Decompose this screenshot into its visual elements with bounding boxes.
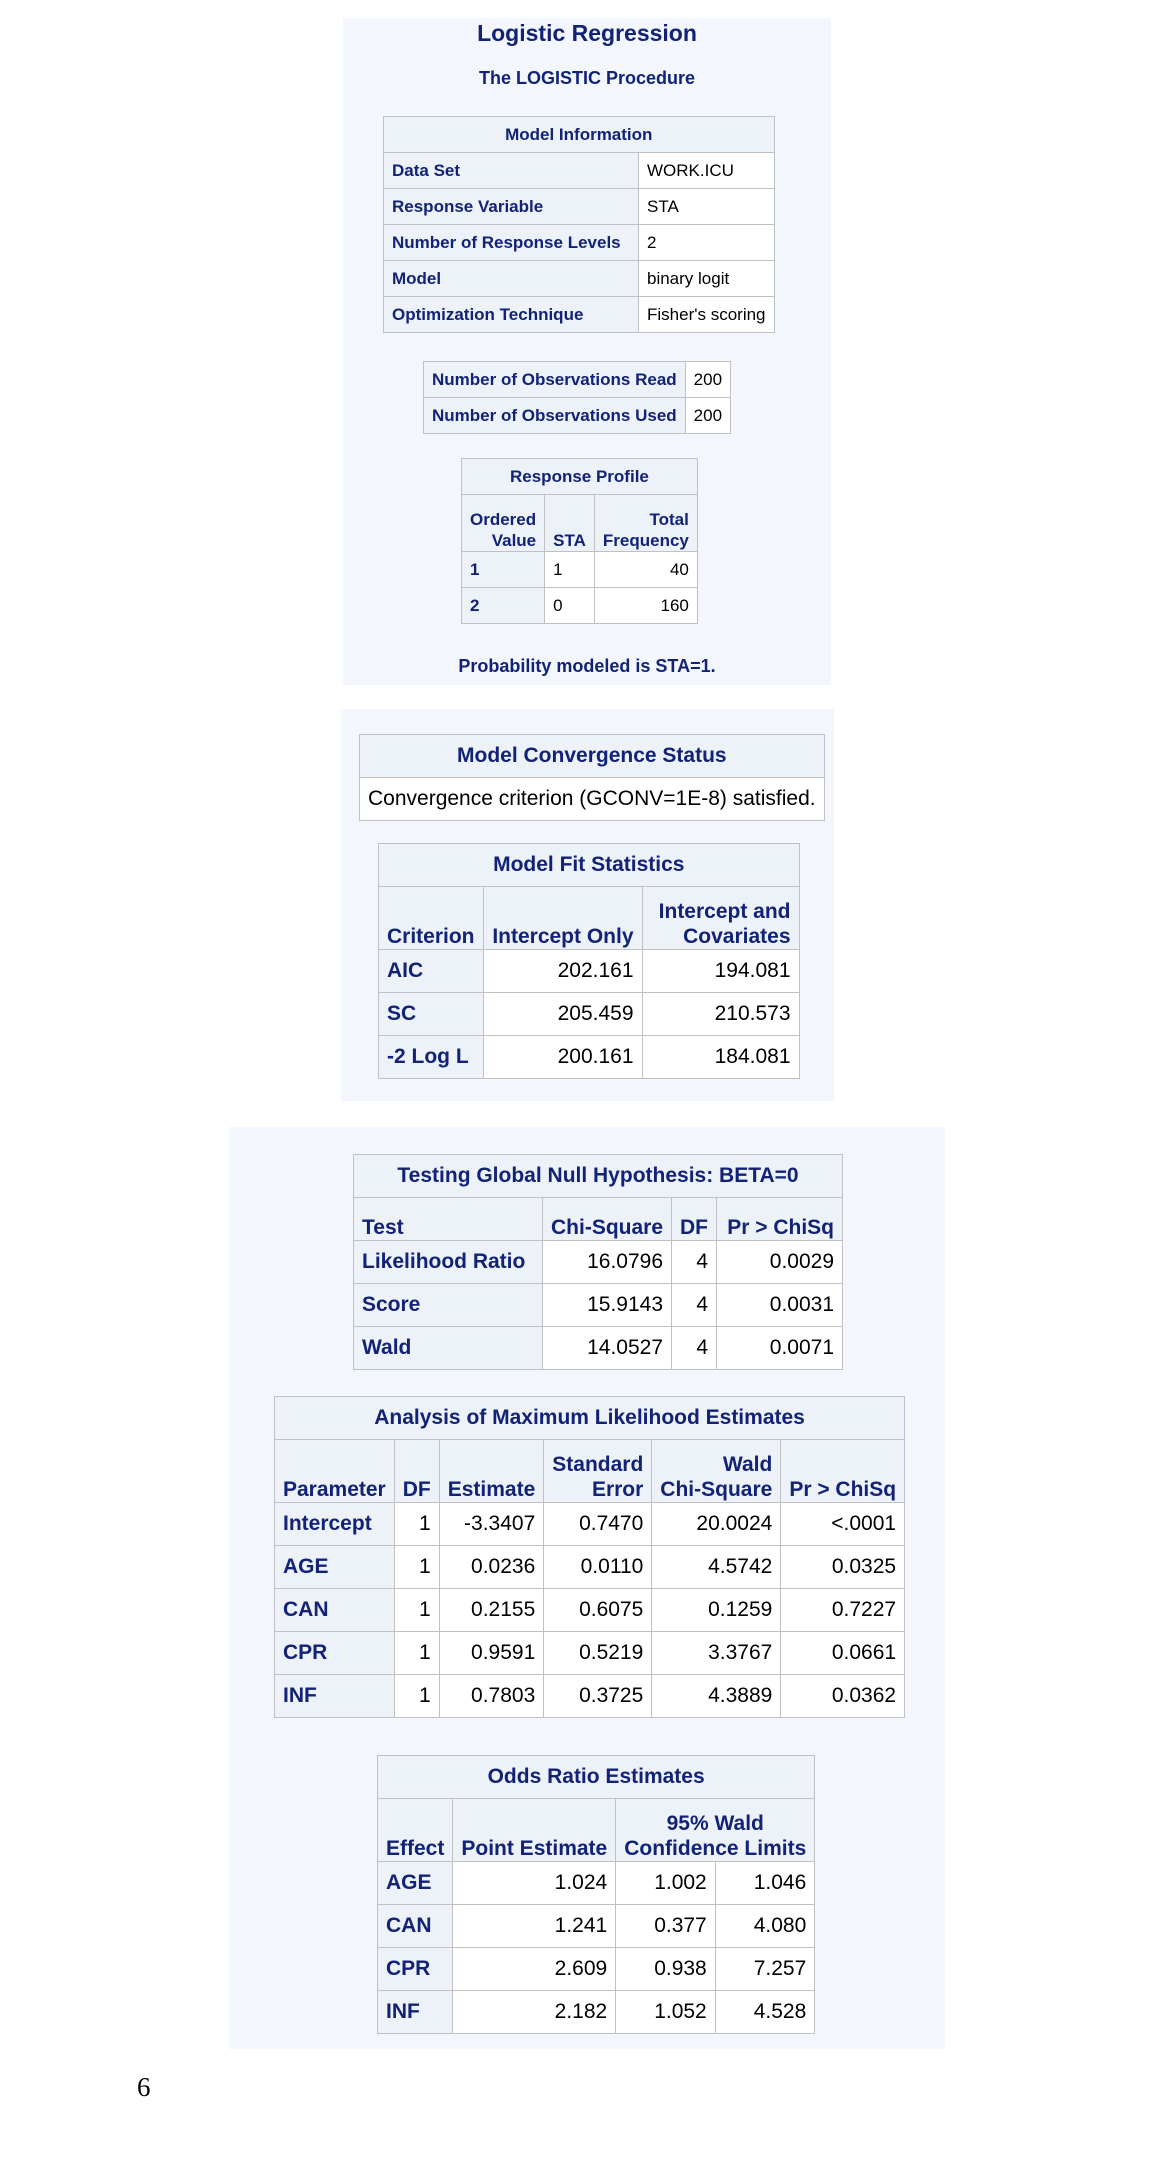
standard-error-value: 0.6075 <box>544 1589 652 1632</box>
p-value: 0.0661 <box>781 1632 905 1675</box>
intercept-only-value: 202.161 <box>483 950 642 993</box>
standard-error-value: 0.0110 <box>544 1546 652 1589</box>
table-row <box>384 225 775 261</box>
row-value: 200 <box>685 398 730 434</box>
row-label: Data Set <box>384 153 639 189</box>
table-row <box>275 1632 905 1675</box>
estimate-value: 0.2155 <box>439 1589 544 1632</box>
table-row <box>275 1503 905 1546</box>
model-information-caption: Model Information <box>384 117 775 153</box>
standard-error-value: 0.5219 <box>544 1632 652 1675</box>
procedure-header-panel <box>343 18 831 685</box>
row-value: WORK.ICU <box>639 153 775 189</box>
parameter-name: INF <box>275 1675 395 1718</box>
covariates-value: 194.081 <box>642 950 799 993</box>
table-row <box>379 993 800 1036</box>
row-label: Number of Response Levels <box>384 225 639 261</box>
column-header-standard-error: Standard Error <box>544 1440 652 1503</box>
column-header-parameter: Parameter <box>275 1440 395 1503</box>
intercept-only-value: 205.459 <box>483 993 642 1036</box>
p-value: 0.0071 <box>717 1327 843 1370</box>
effect-name: CAN <box>378 1905 453 1948</box>
response-profile-table <box>461 458 698 624</box>
estimate-value: 0.7803 <box>439 1675 544 1718</box>
convergence-status-table <box>359 734 825 821</box>
lower-limit-value: 1.002 <box>616 1862 716 1905</box>
table-row <box>378 1905 815 1948</box>
upper-limit-value: 4.080 <box>715 1905 815 1948</box>
df-value: 1 <box>394 1503 439 1546</box>
p-value: 0.0325 <box>781 1546 905 1589</box>
p-value: 0.0362 <box>781 1675 905 1718</box>
parameter-name: CPR <box>275 1632 395 1675</box>
row-value: STA <box>639 189 775 225</box>
effect-name: INF <box>378 1991 453 2034</box>
test-name: Score <box>354 1284 543 1327</box>
response-profile-caption: Response Profile <box>462 459 698 495</box>
convergence-fit-panel <box>341 709 834 1101</box>
report-title: Logistic Regression <box>477 20 697 46</box>
table-row <box>384 189 775 225</box>
column-header-p-value: Pr > ChiSq <box>717 1198 843 1241</box>
column-header-intercept-only: Intercept Only <box>483 887 642 950</box>
table-row <box>378 1862 815 1905</box>
fit-statistics-caption: Model Fit Statistics <box>379 844 800 887</box>
df-value: 1 <box>394 1589 439 1632</box>
ordered-value: 2 <box>462 588 545 624</box>
table-row <box>384 153 775 189</box>
estimate-value: 0.0236 <box>439 1546 544 1589</box>
point-estimate-value: 2.609 <box>453 1948 616 1991</box>
covariates-value: 210.573 <box>642 993 799 1036</box>
table-row <box>462 588 698 624</box>
probability-note: Probability modeled is STA=1. <box>458 656 716 676</box>
column-header-intercept-covariates: Intercept and Covariates <box>642 887 799 950</box>
column-header-wald-chi-square: Wald Chi-Square <box>652 1440 781 1503</box>
model-information-table <box>383 116 775 333</box>
effect-name: AGE <box>378 1862 453 1905</box>
table-row <box>354 1241 843 1284</box>
global-null-caption: Testing Global Null Hypothesis: BETA=0 <box>354 1155 843 1198</box>
frequency-value: 160 <box>594 588 697 624</box>
standard-error-value: 0.3725 <box>544 1675 652 1718</box>
sta-value: 1 <box>545 552 595 588</box>
covariates-value: 184.081 <box>642 1036 799 1079</box>
column-header-df: DF <box>394 1440 439 1503</box>
estimate-value: -3.3407 <box>439 1503 544 1546</box>
lower-limit-value: 0.938 <box>616 1948 716 1991</box>
p-value: 0.0029 <box>717 1241 843 1284</box>
table-row <box>275 1546 905 1589</box>
wald-chi-square-value: 3.3767 <box>652 1632 781 1675</box>
column-header-p-value: Pr > ChiSq <box>781 1440 905 1503</box>
table-row <box>379 950 800 993</box>
point-estimate-value: 2.182 <box>453 1991 616 2034</box>
criterion-name: SC <box>379 993 484 1036</box>
chi-square-value: 15.9143 <box>543 1284 672 1327</box>
column-header-test: Test <box>354 1198 543 1241</box>
df-value: 4 <box>672 1241 717 1284</box>
parameter-name: CAN <box>275 1589 395 1632</box>
lower-limit-value: 1.052 <box>616 1991 716 2034</box>
table-row <box>275 1675 905 1718</box>
table-row <box>384 261 775 297</box>
test-name: Likelihood Ratio <box>354 1241 543 1284</box>
fit-statistics-table <box>378 843 800 1079</box>
sta-value: 0 <box>545 588 595 624</box>
table-row <box>424 398 731 434</box>
column-header-estimate: Estimate <box>439 1440 544 1503</box>
effect-name: CPR <box>378 1948 453 1991</box>
point-estimate-value: 1.024 <box>453 1862 616 1905</box>
table-row <box>462 552 698 588</box>
df-value: 1 <box>394 1675 439 1718</box>
df-value: 1 <box>394 1632 439 1675</box>
parameter-name: Intercept <box>275 1503 395 1546</box>
parameter-name: AGE <box>275 1546 395 1589</box>
maximum-likelihood-estimates-table <box>274 1396 905 1718</box>
table-row <box>378 1948 815 1991</box>
global-null-hypothesis-table <box>353 1154 843 1370</box>
criterion-name: -2 Log L <box>379 1036 484 1079</box>
column-header-point-estimate: Point Estimate <box>453 1799 616 1862</box>
row-label: Number of Observations Used <box>424 398 686 434</box>
wald-chi-square-value: 4.3889 <box>652 1675 781 1718</box>
upper-limit-value: 1.046 <box>715 1862 815 1905</box>
row-value: Fisher's scoring <box>639 297 775 333</box>
row-label: Model <box>384 261 639 297</box>
table-row <box>354 1327 843 1370</box>
column-header-chi-square: Chi-Square <box>543 1198 672 1241</box>
odds-ratio-estimates-table <box>377 1755 815 2034</box>
page-number: 6 <box>137 2072 151 2102</box>
procedure-subtitle: The LOGISTIC Procedure <box>478 68 696 88</box>
column-header-confidence-limits: 95% Wald Confidence Limits <box>616 1799 815 1862</box>
row-value: binary logit <box>639 261 775 297</box>
table-row <box>275 1589 905 1632</box>
column-header-sta: STA <box>545 495 595 552</box>
intercept-only-value: 200.161 <box>483 1036 642 1079</box>
estimates-panel <box>229 1127 945 2049</box>
estimate-value: 0.9591 <box>439 1632 544 1675</box>
test-name: Wald <box>354 1327 543 1370</box>
standard-error-value: 0.7470 <box>544 1503 652 1546</box>
df-value: 1 <box>394 1546 439 1589</box>
df-value: 4 <box>672 1284 717 1327</box>
upper-limit-value: 7.257 <box>715 1948 815 1991</box>
p-value: 0.7227 <box>781 1589 905 1632</box>
p-value: 0.0031 <box>717 1284 843 1327</box>
column-header-criterion: Criterion <box>379 887 484 950</box>
chi-square-value: 14.0527 <box>543 1327 672 1370</box>
frequency-value: 40 <box>594 552 697 588</box>
p-value: <.0001 <box>781 1503 905 1546</box>
table-row <box>354 1284 843 1327</box>
column-header-total-frequency: Total Frequency <box>594 495 697 552</box>
table-row <box>378 1991 815 2034</box>
wald-chi-square-value: 20.0024 <box>652 1503 781 1546</box>
upper-limit-value: 4.528 <box>715 1991 815 2034</box>
lower-limit-value: 0.377 <box>616 1905 716 1948</box>
table-row <box>384 297 775 333</box>
odds-ratio-caption: Odds Ratio Estimates <box>378 1756 815 1799</box>
wald-chi-square-value: 0.1259 <box>652 1589 781 1632</box>
row-value: 200 <box>685 362 730 398</box>
column-header-df: DF <box>672 1198 717 1241</box>
observations-table <box>423 361 731 434</box>
table-row <box>379 1036 800 1079</box>
point-estimate-value: 1.241 <box>453 1905 616 1948</box>
mle-caption: Analysis of Maximum Likelihood Estimates <box>275 1397 905 1440</box>
row-value: 2 <box>639 225 775 261</box>
convergence-message: Convergence criterion (GCONV=1E-8) satisfied. <box>360 778 825 821</box>
ordered-value: 1 <box>462 552 545 588</box>
criterion-name: AIC <box>379 950 484 993</box>
row-label: Number of Observations Read <box>424 362 686 398</box>
table-row <box>424 362 731 398</box>
row-label: Optimization Technique <box>384 297 639 333</box>
wald-chi-square-value: 4.5742 <box>652 1546 781 1589</box>
df-value: 4 <box>672 1327 717 1370</box>
column-header-effect: Effect <box>378 1799 453 1862</box>
table-row <box>360 778 825 821</box>
column-header-ordered-value: Ordered Value <box>462 495 545 552</box>
row-label: Response Variable <box>384 189 639 225</box>
convergence-caption: Model Convergence Status <box>360 735 825 778</box>
chi-square-value: 16.0796 <box>543 1241 672 1284</box>
